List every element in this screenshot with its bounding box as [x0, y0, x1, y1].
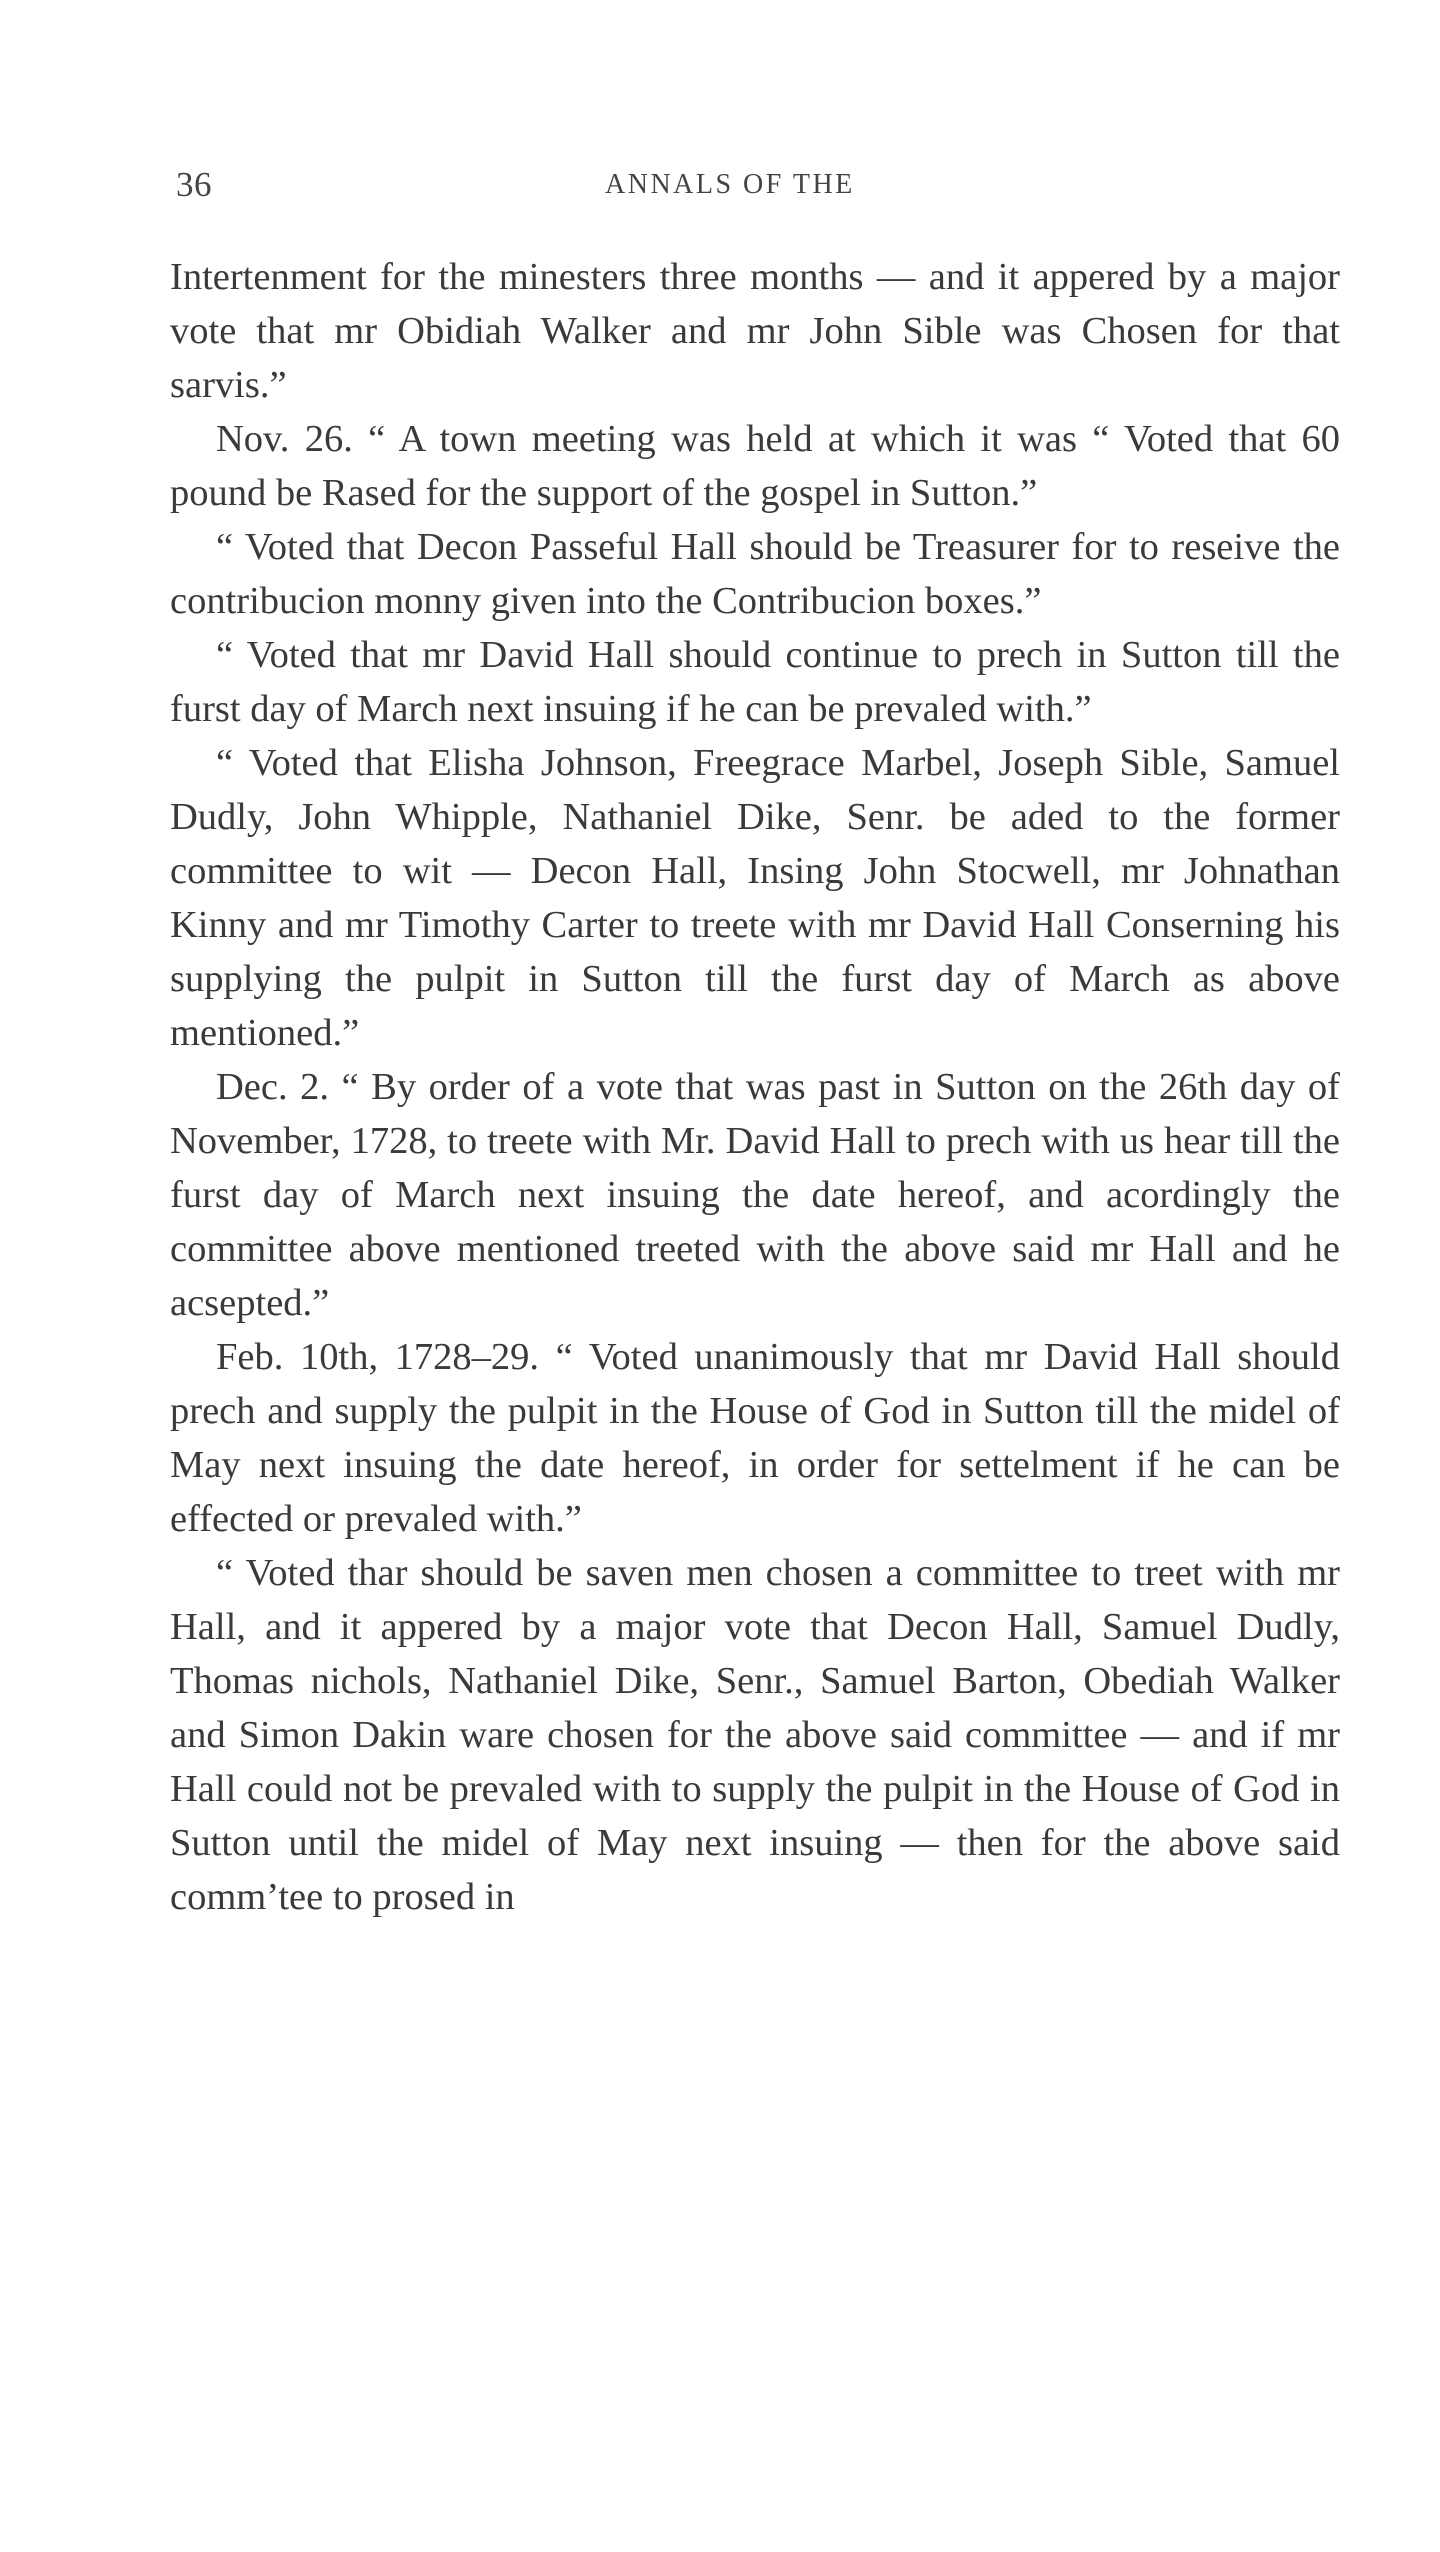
paragraph-committee-vote: “ Voted that Elisha Johnson, Freegrace Marbel, Joseph Sible, Samuel Dudly, John Whipple, Nathaniel Dike, Senr. be aded to the former committee to wit — Decon Hall, Insing John Stocwell, mr Johnathan Kinny and mr Timothy Carter to treete with mr David Hall Conserning his supplying the pulpit in Sutton till the furst day of March as above mentioned.” — [170, 742, 1340, 1054]
paragraph-feb-10: Feb. 10th, 1728–29. “ Voted unanimously that mr David Hall should prech and supply the pulpit in the House of God in Sutton till the midel of May next insuing the date hereof, in order for settelment if he can be effected or prevaled with.” — [170, 1336, 1340, 1540]
body-text — [170, 250, 1340, 1924]
paragraph-dec-2: Dec. 2. “ By order of a vote that was past in Sutton on the 26th day of November, 1728, to treete with Mr. David Hall to prech with us hear till the furst day of March next insuing the date hereof, and acordingly the committee above mentioned treeted with the above said mr Hall and he acsepted.” — [170, 1066, 1340, 1324]
paragraph-treasurer-vote: “ Voted that Decon Passeful Hall should be Treasurer for to reseive the contribucion monny given into the Contribucion boxes.” — [170, 526, 1340, 622]
paragraph-preaching-vote: “ Voted that mr David Hall should continue to prech in Sutton till the furst day of March next insuing if he can be prevaled with.” — [170, 634, 1340, 730]
paragraph-nov-26: Nov. 26. “ A town meeting was held at which it was “ Voted that 60 pound be Rased for the support of the gospel in Sutton.” — [170, 418, 1340, 514]
page-number: 36 — [176, 165, 212, 204]
running-title: ANNALS OF THE — [605, 169, 855, 200]
running-head — [170, 160, 1342, 210]
paragraph-continuation: Intertenment for the minesters three months — and it appered by a major vote that mr Obidiah Walker and mr John Sible was Chosen for that sarvis.” — [170, 256, 1340, 406]
paragraph-seven-men-vote: “ Voted thar should be saven men chosen a committee to treet with mr Hall, and it appered by a major vote that Decon Hall, Samuel Dudly, Thomas nichols, Nathaniel Dike, Senr., Samuel Barton, Obediah Walker and Simon Dakin ware chosen for the above said committee — and if mr Hall could not be prevaled with to supply the pulpit in the House of God in Sutton until the midel of May next insuing — then for the above said comm’tee to prosed in — [170, 1552, 1340, 1918]
